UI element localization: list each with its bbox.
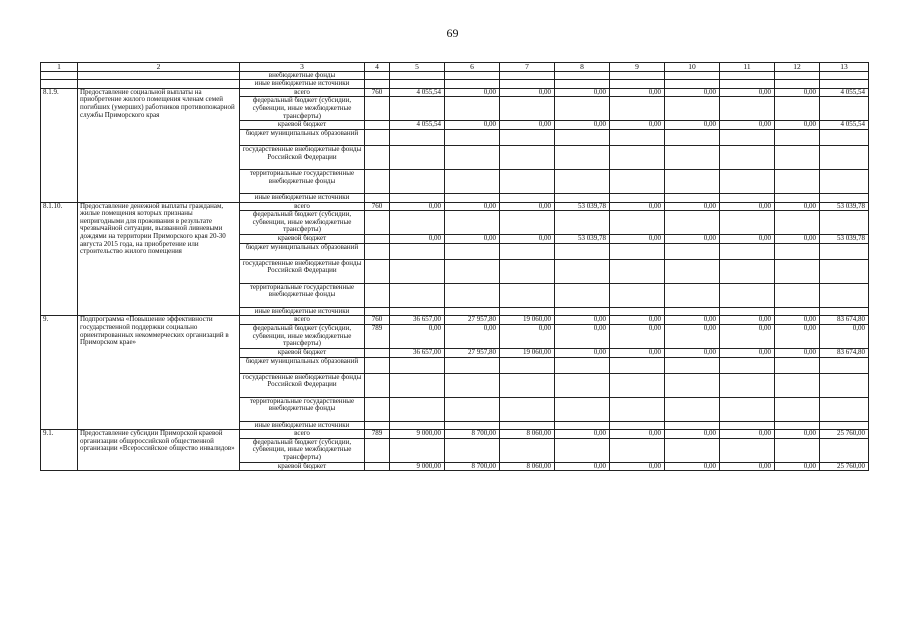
source-label: иные внебюджетные источники (240, 307, 365, 316)
amount-cell: 19 060,00 (500, 316, 555, 325)
amount-cell: 0,00 (610, 348, 665, 357)
amount-cell: 0,00 (775, 121, 820, 130)
amount-cell (555, 307, 610, 316)
amount-cell: 0,00 (555, 121, 610, 130)
amount-cell (720, 307, 775, 316)
source-label: федеральный бюджет (субсидии, субвенции, иные межбюджетные трансферты) (240, 97, 365, 121)
amount-cell (775, 259, 820, 283)
amount-cell (665, 169, 720, 193)
amount-cell (775, 438, 820, 462)
column-numbers-row (41, 63, 869, 72)
grbs-code (365, 397, 390, 421)
amount-cell: 0,00 (665, 324, 720, 348)
col-header: 6 (445, 63, 500, 72)
grbs-code: 760 (365, 316, 390, 325)
amount-cell: 0,00 (500, 88, 555, 97)
amount-cell: 53 039,78 (820, 235, 869, 244)
amount-cell (720, 243, 775, 259)
amount-cell: 0,00 (720, 121, 775, 130)
amount-cell (390, 307, 445, 316)
source-label: государственные внебюджетные фонды Российской Федерации (240, 373, 365, 397)
amount-cell (555, 357, 610, 373)
amount-cell: 0,00 (820, 324, 869, 348)
amount-cell (390, 169, 445, 193)
amount-cell: 0,00 (775, 462, 820, 471)
amount-cell (775, 193, 820, 202)
amount-cell: 0,00 (665, 235, 720, 244)
amount-cell (665, 129, 720, 145)
source-label: государственные внебюджетные фонды Российской Федерации (240, 259, 365, 283)
amount-cell: 0,00 (775, 324, 820, 348)
source-label: бюджет муниципальных образований (240, 129, 365, 145)
item-name: Предоставление субсидии Приморской краевой организации общероссийской общественной организации «Всероссийское общество инвалидов» (78, 430, 240, 471)
source-label: краевой бюджет (240, 462, 365, 471)
amount-cell (720, 283, 775, 307)
amount-cell: 0,00 (555, 430, 610, 439)
source-label: территориальные государственные внебюджетные фонды (240, 169, 365, 193)
amount-cell (445, 193, 500, 202)
amount-cell: 0,00 (500, 235, 555, 244)
amount-cell (720, 397, 775, 421)
amount-cell: 0,00 (720, 316, 775, 325)
amount-cell (820, 243, 869, 259)
amount-cell (500, 211, 555, 235)
amount-cell (390, 283, 445, 307)
amount-cell: 0,00 (390, 202, 445, 211)
grbs-code (365, 283, 390, 307)
source-label: федеральный бюджет (субсидии, субвенции, иные межбюджетные трансферты) (240, 211, 365, 235)
amount-cell: 0,00 (720, 235, 775, 244)
source-label: краевой бюджет (240, 235, 365, 244)
amount-cell (665, 97, 720, 121)
amount-cell (820, 129, 869, 145)
grbs-code: 760 (365, 88, 390, 97)
item-number: 9. (41, 316, 78, 430)
amount-cell: 8 060,00 (500, 462, 555, 471)
amount-cell (820, 421, 869, 430)
amount-cell (665, 397, 720, 421)
amount-cell: 0,00 (720, 88, 775, 97)
source-label: федеральный бюджет (субсидии, субвенции, иные межбюджетные трансферты) (240, 438, 365, 462)
amount-cell: 0,00 (610, 88, 665, 97)
amount-cell (610, 438, 665, 462)
amount-cell: 83 674,80 (820, 348, 869, 357)
amount-cell (390, 438, 445, 462)
amount-cell (500, 169, 555, 193)
amount-cell (500, 421, 555, 430)
amount-cell (775, 397, 820, 421)
source-label: федеральный бюджет (субсидии, субвенции, иные межбюджетные трансферты) (240, 324, 365, 348)
amount-cell: 0,00 (610, 462, 665, 471)
amount-cell (665, 211, 720, 235)
col-header: 4 (365, 63, 390, 72)
amount-cell (500, 97, 555, 121)
amount-cell (775, 357, 820, 373)
source-label: иные внебюджетные источники (240, 421, 365, 430)
amount-cell (610, 283, 665, 307)
amount-cell: 0,00 (665, 121, 720, 130)
amount-cell (610, 357, 665, 373)
amount-cell (720, 438, 775, 462)
amount-cell (820, 307, 869, 316)
source-label: всего (240, 202, 365, 211)
amount-cell (820, 438, 869, 462)
amount-cell: 36 657,00 (390, 316, 445, 325)
col-header: 7 (500, 63, 555, 72)
source-label: всего (240, 88, 365, 97)
col-header: 8 (555, 63, 610, 72)
grbs-code (365, 421, 390, 430)
grbs-code (365, 235, 390, 244)
amount-cell (820, 97, 869, 121)
amount-cell (610, 397, 665, 421)
amount-cell (775, 307, 820, 316)
amount-cell (390, 129, 445, 145)
amount-cell (720, 145, 775, 169)
amount-cell (820, 357, 869, 373)
amount-cell: 0,00 (555, 316, 610, 325)
amount-cell (775, 373, 820, 397)
amount-cell: 0,00 (445, 235, 500, 244)
amount-cell: 36 657,00 (390, 348, 445, 357)
amount-cell: 0,00 (720, 324, 775, 348)
amount-cell (445, 259, 500, 283)
source-label: внебюджетные фонды (240, 71, 365, 80)
amount-cell: 0,00 (720, 348, 775, 357)
amount-cell (720, 193, 775, 202)
amount-cell: 9 000,00 (390, 462, 445, 471)
item-number: 8.1.10. (41, 202, 78, 316)
amount-cell (775, 145, 820, 169)
source-label: территориальные государственные внебюджетные фонды (240, 397, 365, 421)
source-label: краевой бюджет (240, 348, 365, 357)
amount-cell: 0,00 (445, 88, 500, 97)
source-label: государственные внебюджетные фонды Российской Федерации (240, 145, 365, 169)
amount-cell (775, 129, 820, 145)
table-row (41, 88, 869, 97)
amount-cell: 8 700,00 (445, 462, 500, 471)
amount-cell: 53 039,78 (820, 202, 869, 211)
amount-cell (720, 169, 775, 193)
amount-cell (390, 243, 445, 259)
amount-cell: 0,00 (445, 202, 500, 211)
grbs-code (365, 357, 390, 373)
amount-cell (555, 397, 610, 421)
amount-cell: 0,00 (610, 316, 665, 325)
table-row (41, 202, 869, 211)
amount-cell: 0,00 (775, 88, 820, 97)
amount-cell (555, 169, 610, 193)
amount-cell (555, 145, 610, 169)
item-name: Предоставление денежной выплаты гражданам, жилые помещения которых признаны непригодными для проживания в результате чрезвычайной ситуации, вызванной ливневыми дождями на территории Приморского края 20-30 августа 2015 года, на приобретение или строительство жилого помещения (78, 202, 240, 316)
item-name: Подпрограмма «Повышение эффективности государственной поддержки социально ориентированных некоммерческих организаций в Приморском крае» (78, 316, 240, 430)
amount-cell: 0,00 (720, 202, 775, 211)
amount-cell (390, 193, 445, 202)
amount-cell: 0,00 (775, 202, 820, 211)
amount-cell: 0,00 (500, 324, 555, 348)
amount-cell (445, 307, 500, 316)
amount-cell: 8 700,00 (445, 430, 500, 439)
amount-cell: 0,00 (775, 430, 820, 439)
col-header: 12 (775, 63, 820, 72)
amount-cell: 25 760,00 (820, 430, 869, 439)
amount-cell (720, 421, 775, 430)
col-header: 10 (665, 63, 720, 72)
amount-cell: 0,00 (610, 235, 665, 244)
amount-cell (390, 145, 445, 169)
source-label: краевой бюджет (240, 121, 365, 130)
amount-cell: 4 055,54 (390, 121, 445, 130)
amount-cell: 8 060,00 (500, 430, 555, 439)
amount-cell (610, 169, 665, 193)
amount-cell (445, 211, 500, 235)
amount-cell (390, 397, 445, 421)
amount-cell (720, 259, 775, 283)
table-row (41, 80, 869, 89)
amount-cell (610, 259, 665, 283)
amount-cell (500, 129, 555, 145)
amount-cell (820, 193, 869, 202)
amount-cell (555, 97, 610, 121)
grbs-code (365, 438, 390, 462)
source-label: бюджет муниципальных образований (240, 357, 365, 373)
amount-cell: 0,00 (610, 121, 665, 130)
amount-cell (390, 357, 445, 373)
amount-cell: 4 055,54 (820, 88, 869, 97)
amount-cell (775, 243, 820, 259)
source-label: всего (240, 430, 365, 439)
amount-cell (445, 373, 500, 397)
amount-cell (610, 145, 665, 169)
amount-cell: 4 055,54 (820, 121, 869, 130)
amount-cell: 83 674,80 (820, 316, 869, 325)
amount-cell (720, 129, 775, 145)
amount-cell (820, 169, 869, 193)
amount-cell (665, 243, 720, 259)
amount-cell (665, 283, 720, 307)
amount-cell (665, 193, 720, 202)
amount-cell: 0,00 (665, 316, 720, 325)
grbs-code (365, 97, 390, 121)
amount-cell (665, 373, 720, 397)
amount-cell (775, 211, 820, 235)
amount-cell (610, 421, 665, 430)
grbs-code (365, 373, 390, 397)
amount-cell: 0,00 (390, 235, 445, 244)
grbs-code (365, 259, 390, 283)
amount-cell (820, 211, 869, 235)
grbs-code (365, 129, 390, 145)
amount-cell: 53 039,78 (555, 202, 610, 211)
amount-cell (390, 373, 445, 397)
amount-cell (390, 97, 445, 121)
item-number: 9.1. (41, 430, 78, 471)
amount-cell (500, 145, 555, 169)
amount-cell (555, 259, 610, 283)
amount-cell: 0,00 (555, 462, 610, 471)
amount-cell (500, 243, 555, 259)
amount-cell (445, 283, 500, 307)
amount-cell (820, 283, 869, 307)
grbs-code (365, 121, 390, 130)
amount-cell: 53 039,78 (555, 235, 610, 244)
col-header: 9 (610, 63, 665, 72)
source-label: иные внебюджетные источники (240, 193, 365, 202)
budget-table (40, 62, 869, 471)
amount-cell (390, 259, 445, 283)
amount-cell: 0,00 (665, 430, 720, 439)
item-number: 8.1.9. (41, 88, 78, 202)
grbs-code (365, 462, 390, 471)
source-label: бюджет муниципальных образований (240, 243, 365, 259)
amount-cell (445, 97, 500, 121)
col-header: 2 (78, 63, 240, 72)
grbs-code: 789 (365, 324, 390, 348)
amount-cell (610, 211, 665, 235)
amount-cell (820, 145, 869, 169)
grbs-code (365, 193, 390, 202)
amount-cell (610, 193, 665, 202)
amount-cell (390, 421, 445, 430)
amount-cell (555, 193, 610, 202)
amount-cell (610, 129, 665, 145)
amount-cell (445, 169, 500, 193)
table-row (41, 430, 869, 439)
amount-cell (500, 397, 555, 421)
col-header: 11 (720, 63, 775, 72)
amount-cell (775, 169, 820, 193)
amount-cell (775, 97, 820, 121)
amount-cell (610, 97, 665, 121)
amount-cell: 0,00 (775, 348, 820, 357)
amount-cell (555, 421, 610, 430)
amount-cell: 0,00 (665, 202, 720, 211)
amount-cell: 0,00 (500, 202, 555, 211)
amount-cell (555, 211, 610, 235)
amount-cell (610, 307, 665, 316)
grbs-code: 789 (365, 430, 390, 439)
amount-cell: 0,00 (390, 324, 445, 348)
amount-cell: 27 957,80 (445, 348, 500, 357)
page-number: 69 (446, 26, 459, 40)
amount-cell (665, 259, 720, 283)
amount-cell (720, 211, 775, 235)
source-label: иные внебюджетные источники (240, 80, 365, 89)
source-label: всего (240, 316, 365, 325)
grbs-code (365, 348, 390, 357)
amount-cell: 27 957,80 (445, 316, 500, 325)
amount-cell (445, 357, 500, 373)
amount-cell (500, 307, 555, 316)
amount-cell: 25 760,00 (820, 462, 869, 471)
amount-cell (555, 438, 610, 462)
amount-cell (445, 243, 500, 259)
amount-cell (500, 283, 555, 307)
amount-cell (665, 421, 720, 430)
amount-cell (665, 145, 720, 169)
amount-cell: 0,00 (445, 121, 500, 130)
amount-cell: 0,00 (720, 430, 775, 439)
amount-cell: 0,00 (665, 348, 720, 357)
col-header: 13 (820, 63, 869, 72)
amount-cell (665, 438, 720, 462)
amount-cell (500, 438, 555, 462)
amount-cell (720, 97, 775, 121)
amount-cell: 19 060,00 (500, 348, 555, 357)
amount-cell: 9 000,00 (390, 430, 445, 439)
amount-cell (500, 259, 555, 283)
amount-cell (820, 397, 869, 421)
grbs-code (365, 243, 390, 259)
amount-cell (445, 438, 500, 462)
grbs-code (365, 145, 390, 169)
amount-cell (500, 357, 555, 373)
table-row (41, 316, 869, 325)
amount-cell: 0,00 (610, 430, 665, 439)
amount-cell: 0,00 (610, 202, 665, 211)
table-row (41, 71, 869, 80)
amount-cell (610, 243, 665, 259)
amount-cell (720, 357, 775, 373)
amount-cell: 0,00 (555, 324, 610, 348)
amount-cell (500, 373, 555, 397)
amount-cell (665, 357, 720, 373)
amount-cell: 0,00 (500, 121, 555, 130)
amount-cell (445, 397, 500, 421)
item-name: Предоставление социальной выплаты на приобретение жилого помещения членам семей погибших (умерших) работников противопожарной службы Приморского края (78, 88, 240, 202)
amount-cell: 0,00 (555, 348, 610, 357)
col-header: 3 (240, 63, 365, 72)
amount-cell (500, 193, 555, 202)
amount-cell: 0,00 (775, 235, 820, 244)
amount-cell: 0,00 (775, 316, 820, 325)
amount-cell: 0,00 (665, 88, 720, 97)
amount-cell (665, 307, 720, 316)
grbs-code: 760 (365, 202, 390, 211)
amount-cell (445, 145, 500, 169)
amount-cell (610, 373, 665, 397)
source-label: территориальные государственные внебюджетные фонды (240, 283, 365, 307)
grbs-code (365, 307, 390, 316)
amount-cell (720, 373, 775, 397)
amount-cell (820, 259, 869, 283)
amount-cell (775, 421, 820, 430)
amount-cell (555, 373, 610, 397)
amount-cell (775, 283, 820, 307)
grbs-code (365, 211, 390, 235)
amount-cell: 4 055,54 (390, 88, 445, 97)
amount-cell: 0,00 (720, 462, 775, 471)
amount-cell (445, 421, 500, 430)
grbs-code (365, 169, 390, 193)
amount-cell (555, 129, 610, 145)
amount-cell (820, 373, 869, 397)
amount-cell (445, 129, 500, 145)
col-header: 5 (390, 63, 445, 72)
amount-cell: 0,00 (445, 324, 500, 348)
col-header: 1 (41, 63, 78, 72)
amount-cell (555, 283, 610, 307)
amount-cell (390, 211, 445, 235)
amount-cell: 0,00 (555, 88, 610, 97)
amount-cell: 0,00 (665, 462, 720, 471)
amount-cell: 0,00 (610, 324, 665, 348)
amount-cell (555, 243, 610, 259)
